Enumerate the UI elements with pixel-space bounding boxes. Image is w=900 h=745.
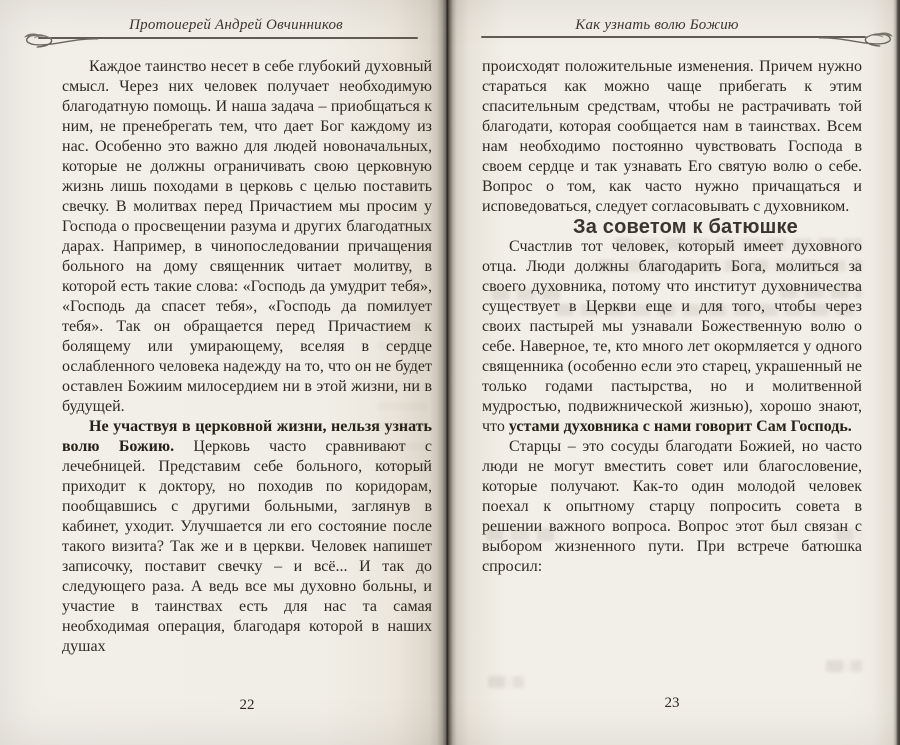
- page-number-right: 23: [664, 695, 680, 711]
- left-page: [0, 0, 447, 745]
- page-body-left: [62, 57, 432, 699]
- paragraph: Каждое таинство несет в себе глубокий духовный смысл. Через них человек получает необходимую благодатную помощь. И наша задача – приобщаться к ним, не пренебрегать тем, что дает Бог каждому из нас. Особенно это важно для людей новоначальных, которые не должны ограничивать свою церковную жизнь лишь походами в церковь с целью поставить свечку. В молитвах перед Причастием мы просим у Господа о просвещении разума и других благодатных дарах. Например, в чинопоследовании причащения больного на дому священник читает молитву, в которой есть такие слова: «Господь да умудрит тебя», «Господь да спасет тебя», «Господь да помилует тебя». Так он обращается перед Причастием к болящему или умирающему, вселяя в сердце ослабленного человека надежду на то, что он не будет оставлен Божиим милосердием ни в этой жизни, ни в будущей.: [62, 58, 432, 415]
- bold-emphasis: Не участвуя в церковной жизни, нельзя узнать волю Божию.: [62, 418, 432, 455]
- paragraph: происходят положительные изменения. Причем нужно стараться как можно чаще прибегать к этим спасительным средствам, чтобы не растрачивать той благодати, которая сообщается нам в таинствах. Всем нам необходимо постоянно чувствовать Господа в своем сердце и так узнавать Его святую волю о себе. Вопрос о том, как часто нужно причащаться и исповедоваться, следует согласовывать с духовником.: [482, 58, 862, 215]
- section-heading: За советом к батюшке: [573, 216, 798, 238]
- right-page: [447, 0, 900, 745]
- bold-emphasis: устами духовника с нами говорит Сам Господь.: [508, 418, 852, 435]
- running-header-left: Протоиерей Андрей Овчинников: [129, 17, 343, 33]
- flourish-ornament-right-icon: [817, 23, 895, 51]
- paragraph-text: Счастлив тот человек, который имеет духовного отца. Люди должны благодарить Бога, молиться за своего духовника, потому что институт духовничества существует в Церкви еще и для того, чтобы через своих пастырей мы узнавали Божественную волю о себе. Наверное, те, кто много лет окормляется у одного священника (особенно если это старец, украшенный не только годами пастырства, но и молитвенной мудростью, подвижнической жизнью), хорошо знают, что: [482, 238, 862, 435]
- page-edge: [893, 0, 900, 745]
- page-body-right: [482, 57, 862, 699]
- page-number-left: 22: [239, 697, 255, 713]
- running-header-right: Как узнать волю Божию: [575, 17, 739, 33]
- paragraph: [482, 237, 862, 437]
- header-rule-right: [481, 36, 866, 38]
- paragraph: Старцы – это сосуды благодати Божией, но часто люди не могут вместить совет или благословение, которые получают. Как-то один молодой человек поехал к опытному старцу попросить совета в решении важного вопроса. Вопрос этот был связан с выбором жизненного пути. При встрече батюшка спросил:: [482, 438, 862, 575]
- paragraph: [62, 417, 432, 657]
- flourish-ornament-left-icon: [22, 24, 100, 52]
- book-spine-gutter: [437, 0, 457, 745]
- paragraph-text: Церковь часто сравнивают с лечебницей. Представим себе больного, который приходит к доктору, но походив по коридорам, пообщавшись с другими больными, заглянув в кабинет, уходит. Улучшается ли его состояние после такого визита? Так же и в церкви. Человек напишет записочку, поставит свечку – и всё... И так до следующего раза. А ведь все мы духовно больны, и участие в таинствах есть для нас та самая необходимая операция, благодаря которой в наших душах: [62, 438, 432, 655]
